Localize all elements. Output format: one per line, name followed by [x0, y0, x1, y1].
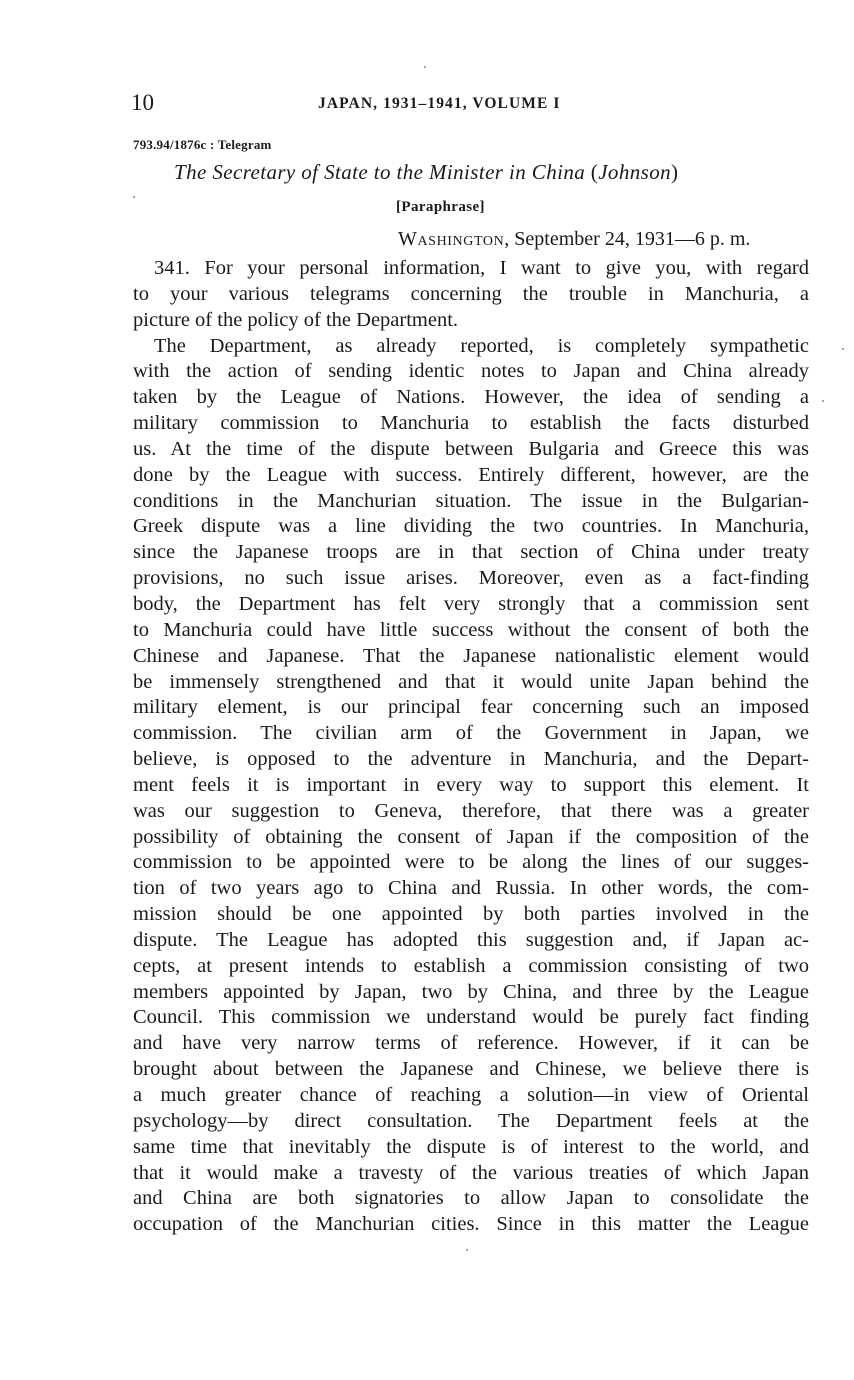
body-line: ment feels it is important in every way to support this element. It	[133, 773, 809, 796]
body-line: and China are both signatories to allow Japan to consolidate the	[133, 1187, 809, 1210]
title-open-paren: (	[590, 160, 599, 184]
scan-speck	[822, 400, 824, 402]
body-line: tion of two years ago to China and Russia. In other words, the com-	[133, 877, 809, 900]
body-line: picture of the policy of the Department.	[133, 308, 459, 331]
body-line: dispute. The League has adopted this suggestion and, if Japan ac-	[133, 928, 809, 951]
body-line: be immensely strengthened and that it would unite Japan behind the	[133, 670, 809, 693]
body-line: Greek dispute was a line dividing the two countries. In Manchuria,	[133, 515, 809, 538]
scan-speck	[842, 348, 844, 350]
body-line: Chinese and Japanese. That the Japanese nationalistic element would	[133, 644, 809, 667]
body-line: commission. The civilian arm of the Government in Japan, we	[133, 722, 809, 745]
body-line: a much greater chance of reaching a solution—in view of Oriental	[133, 1084, 809, 1106]
document-title-name: Johnson	[598, 160, 671, 184]
page-number: 10	[131, 90, 154, 115]
title-close-paren: )	[671, 160, 679, 184]
body-line: military element, is our principal fear concerning such an imposed	[133, 696, 809, 719]
body-line: done by the League with success. Entirely different, however, are the	[133, 463, 809, 486]
body-line: 341. For your personal information, I want to give you, with regard	[154, 257, 809, 279]
paraphrase-note: [Paraphrase]	[396, 199, 485, 215]
telegram-body	[133, 256, 809, 1238]
body-line: mission should be one appointed by both parties involved in the	[133, 903, 809, 926]
body-line: brought about between the Japanese and Chinese, we believe there is	[133, 1058, 809, 1081]
body-line: military commission to Manchuria to establish the facts disturbed	[133, 412, 809, 435]
body-line: taken by the League of Nations. However, the idea of sending a	[133, 386, 809, 409]
document-title	[174, 160, 678, 185]
body-line: since the Japanese troops are in that section of China under treaty	[133, 541, 809, 564]
body-line: us. At the time of the dispute between Bulgaria and Greece this was	[133, 437, 809, 460]
dateline-place: Washington	[398, 228, 505, 250]
body-line: Council. This commission we understand would be purely fact finding	[133, 1006, 809, 1029]
dateline-date: , September 24, 1931—6 p. m.	[504, 228, 751, 250]
scan-speck	[133, 196, 135, 198]
body-line: conditions in the Manchurian situation. The issue in the Bulgarian-	[133, 489, 809, 512]
running-head: JAPAN, 1931–1941, VOLUME I	[318, 95, 561, 112]
scan-speck	[424, 66, 426, 68]
body-line: cepts, at present intends to establish a commission consisting of two	[133, 954, 809, 977]
body-line: that it would make a travesty of the various treaties of which Japan	[133, 1161, 809, 1184]
body-line: possibility of obtaining the consent of Japan if the composition of the	[133, 825, 809, 848]
body-line: to your various telegrams concerning the trouble in Manchuria, a	[133, 282, 809, 305]
file-reference: 793.94/1876c : Telegram	[133, 137, 272, 152]
document-title-prefix: The Secretary of State to the Minister in China	[174, 160, 586, 184]
body-line: psychology—by direct consultation. The Department feels at the	[133, 1109, 809, 1132]
dateline	[398, 228, 750, 251]
body-line: occupation of the Manchurian cities. Since in this matter the League	[133, 1213, 809, 1236]
body-line: same time that inevitably the dispute is of interest to the world, and	[133, 1135, 809, 1158]
body-line: provisions, no such issue arises. Moreover, even as a fact-finding	[133, 567, 809, 590]
body-line: with the action of sending identic notes to Japan and China already	[133, 360, 809, 383]
body-line: members appointed by Japan, two by China, and three by the League	[133, 980, 809, 1003]
body-line: body, the Department has felt very strongly that a commission sent	[133, 592, 809, 615]
body-line: commission to be appointed were to be along the lines of our sugges-	[133, 851, 809, 874]
body-line: to Manchuria could have little success without the consent of both the	[133, 618, 809, 641]
body-line: was our suggestion to Geneva, therefore, that there was a greater	[133, 799, 809, 822]
scan-speck	[466, 1249, 468, 1251]
body-line: believe, is opposed to the adventure in Manchuria, and the Depart-	[133, 748, 809, 771]
body-line: The Department, as already reported, is completely sympathetic	[154, 334, 809, 357]
body-line: and have very narrow terms of reference. However, if it can be	[133, 1032, 809, 1055]
